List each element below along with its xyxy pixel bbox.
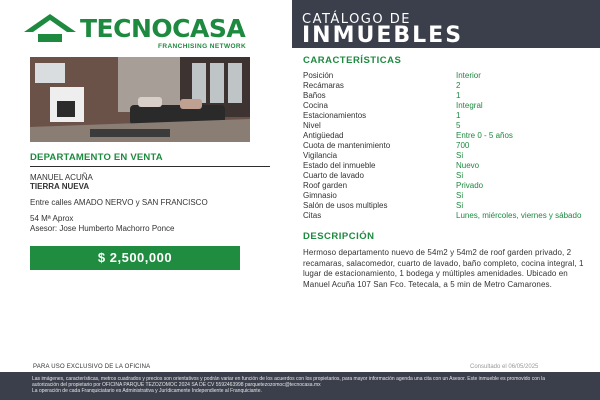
between-streets: Entre calles AMADO NERVO y SAN FRANCISCO [30, 198, 208, 207]
legal-footer [0, 372, 600, 400]
spec-label: Vigilancia [303, 151, 338, 160]
spec-value: Integral [456, 101, 483, 110]
spec-row [303, 181, 588, 191]
spec-value: Si [456, 171, 464, 180]
spec-row [303, 151, 588, 161]
consulted-date: Consultado el 06/05/2025 [470, 364, 539, 370]
spec-label: Cuota de mantenimiento [303, 141, 391, 150]
spec-row [303, 131, 588, 141]
spec-value: Interior [456, 71, 481, 80]
tecnocasa-logo [22, 12, 252, 50]
specs-table [303, 71, 588, 221]
legal-disclaimer: Las imágenes, características, metros cuadrados y precios son orientativos y podrán variar en función de los acuerdos con los propietarios, para mayor información agenda una cita con un Asesor. Este inmueble es promovido con la autorización del propietario por OFICINA PARQUE TEZOZOMOC 2024 SA DE CV 5592463998 parquetezozomoc@tecnocasa.mx [32, 376, 546, 388]
description-text: Hermoso departamento nuevo de 54m2 y 54m2 de roof garden privado, 2 recamaras, salacomedor, cuarto de lavado, baño completo, cocina integral, 1 lugar de estacionamiento, 1 bodega y múltiples amenidades. Ubicado en Manuel Acuña 107 San Fco. Tetecala, a 5 min de Metro Camarones. [303, 248, 584, 289]
house-logo-icon [22, 12, 78, 46]
spec-row [303, 211, 588, 221]
description-title: DESCRIPCIÓN [303, 231, 375, 242]
spec-label: Nivel [303, 121, 321, 130]
catalog-title-line1: CATÁLOGO DE [302, 12, 411, 27]
agent-name: Asesor: Jose Humberto Machorro Ponce [30, 224, 175, 233]
address-neighborhood: TIERRA NUEVA [30, 182, 90, 191]
details-column [303, 55, 588, 290]
spec-value: Si [456, 151, 464, 160]
spec-row [303, 111, 588, 121]
spec-value: 5 [456, 121, 461, 130]
spec-label: Roof garden [303, 181, 348, 190]
specs-title: CARACTERÍSTICAS [303, 55, 402, 66]
spec-label: Cuarto de lavado [303, 171, 364, 180]
property-size: 54 Mª Aprox [30, 214, 74, 223]
spec-value: Lunes, miércoles, viernes y sábado [456, 211, 582, 220]
address-street: MANUEL ACUÑA [30, 173, 93, 182]
title-divider [30, 166, 270, 167]
spec-value: Privado [456, 181, 484, 190]
spec-row [303, 101, 588, 111]
spec-value: Si [456, 191, 464, 200]
catalog-header [292, 0, 600, 48]
spec-label: Estado del inmueble [303, 161, 376, 170]
spec-label: Baños [303, 91, 326, 100]
spec-value: 1 [456, 91, 461, 100]
listing-title: DEPARTAMENTO EN VENTA [30, 152, 163, 163]
property-photo [30, 57, 250, 142]
spec-label: Recámaras [303, 81, 344, 90]
price-badge: $ 2,500,000 [30, 246, 240, 270]
spec-value: 700 [456, 141, 470, 150]
spec-label: Antigüedad [303, 131, 344, 140]
logo-subtitle: FRANCHISING NETWORK [158, 43, 247, 50]
spec-label: Gimnasio [303, 191, 337, 200]
spec-value: 1 [456, 111, 461, 120]
spec-label: Posición [303, 71, 334, 80]
spec-row [303, 201, 588, 211]
spec-value: Si [456, 201, 464, 210]
logo-brand: TECNOCASA [80, 14, 246, 43]
spec-row [303, 191, 588, 201]
spec-label: Cocina [303, 101, 328, 110]
office-note: PARA USO EXCLUSIVO DE LA OFICINA [33, 364, 151, 370]
catalog-title-line2: INMUEBLES [302, 23, 464, 48]
spec-row [303, 121, 588, 131]
spec-row [303, 161, 588, 171]
spec-value: Entre 0 - 5 años [456, 131, 513, 140]
spec-row [303, 171, 588, 181]
spec-label: Citas [303, 211, 322, 220]
spec-row [303, 81, 588, 91]
spec-row [303, 91, 588, 101]
legal-independence: La operación de cada Franquiciatario es Administrativa y Jurídicamente Independiente al Franquiciante. [32, 388, 262, 394]
spec-row [303, 141, 588, 151]
spec-row [303, 71, 588, 81]
listing-summary [30, 152, 270, 233]
spec-label: Estacionamientos [303, 111, 367, 120]
spec-value: Nuevo [456, 161, 480, 170]
spec-label: Salón de usos multiples [303, 201, 388, 210]
spec-value: 2 [456, 81, 461, 90]
